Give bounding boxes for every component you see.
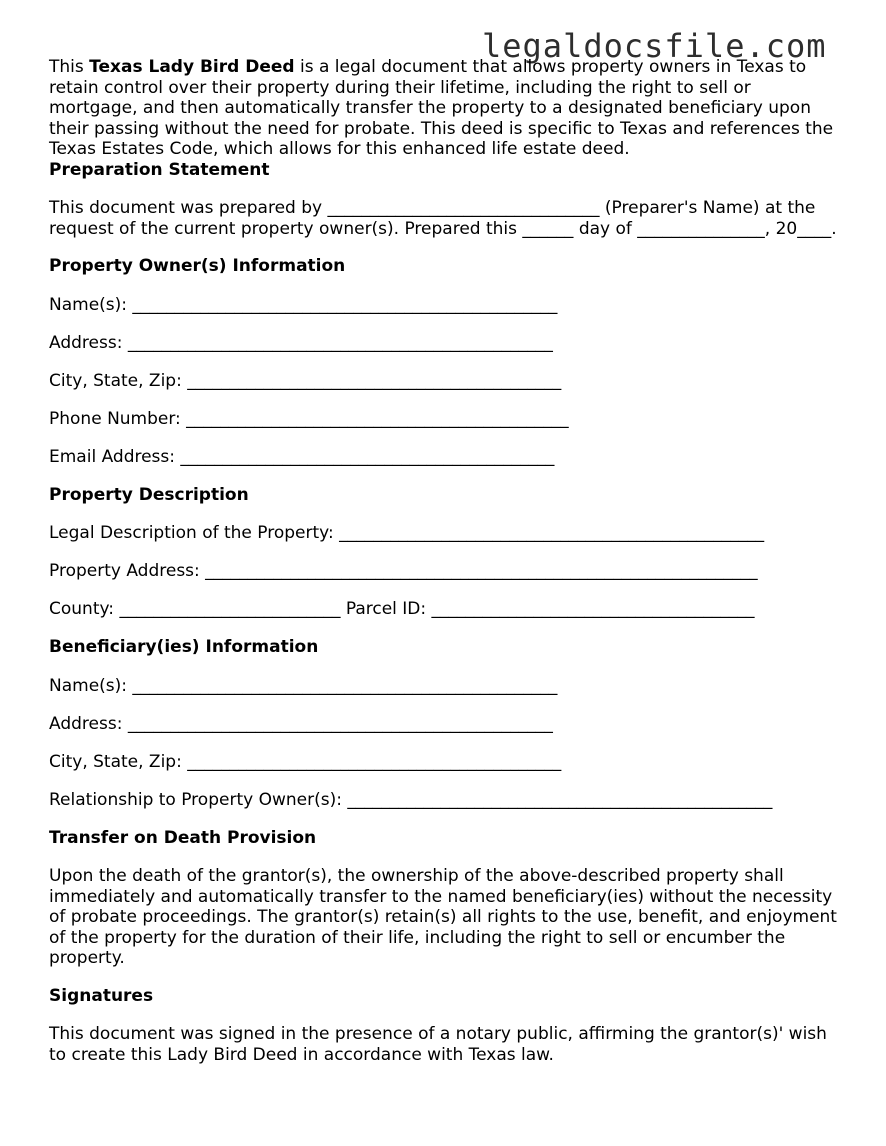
intro-text: is a legal document that allows property owners in Texas to retain control over their property during their lifetime, including the right to sell or mortgage, and then automatically transfer the property to a designated beneficiary upon their passing without the need for probate. This deed is specific to Texas and references the Texas Estates Code, which allows for this enhanced life estate deed.	[49, 57, 834, 159]
owner-address-field[interactable]: Address: __________________________________________________	[49, 332, 553, 353]
transfer-heading: Transfer on Death Provision	[49, 827, 317, 848]
beneficiary-city-state-zip-field[interactable]: City, State, Zip: ____________________________________________	[49, 751, 562, 772]
legal-description-field[interactable]: Legal Description of the Property: __________________________________________________	[49, 523, 765, 543]
transfer-provision-text: Upon the death of the grantor(s), the ownership of the above-described property shall immediately and automatically transfer to the named beneficiary(ies) without the necessity of probate proceedings. The grantor(s) retain(s) all rights to the use, benefit, and enjoyment of the property for the duration of their life, including the right to sell or encumber the property.	[49, 866, 837, 968]
owner-email-field[interactable]: Email Address: ____________________________________________	[49, 446, 555, 467]
signatures-text: This document was signed in the presence of a notary public, affirming the grantor(s)' wish to create this Lady Bird Deed in accordance with Texas law.	[49, 1024, 827, 1065]
document-title: Texas Lady Bird Deed	[89, 57, 295, 77]
preparation-statement: This document was prepared by ________________________________ (Preparer's Name) at the request of the current property owner(s). Prepared this ______ day of _______________, 20____.	[49, 198, 837, 239]
watermark-logo: legaldocsfile.com	[482, 27, 827, 65]
owner-city-state-zip-field[interactable]: City, State, Zip: ____________________________________________	[49, 370, 562, 391]
intro-paragraph	[49, 57, 839, 160]
preparation-heading: Preparation Statement	[49, 159, 270, 180]
owner-phone-field[interactable]: Phone Number: _____________________________________________	[49, 408, 569, 429]
intro-lead: This	[49, 57, 90, 77]
beneficiary-heading: Beneficiary(ies) Information	[49, 637, 319, 657]
owner-name-field[interactable]: Name(s): __________________________________________________	[49, 294, 558, 315]
property-heading: Property Description	[49, 484, 249, 505]
owner-heading: Property Owner(s) Information	[49, 256, 346, 276]
property-address-field[interactable]: Property Address: _________________________________________________________________	[49, 561, 758, 581]
county-parcel-field[interactable]: County: __________________________ Parcel ID: ______________________________________	[49, 599, 755, 619]
beneficiary-address-field[interactable]: Address: __________________________________________________	[49, 713, 553, 734]
document-body	[49, 57, 839, 1065]
beneficiary-relationship-field[interactable]: Relationship to Property Owner(s): __________________________________________________	[49, 789, 773, 810]
beneficiary-name-field[interactable]: Name(s): __________________________________________________	[49, 675, 558, 696]
signatures-heading: Signatures	[49, 985, 154, 1006]
